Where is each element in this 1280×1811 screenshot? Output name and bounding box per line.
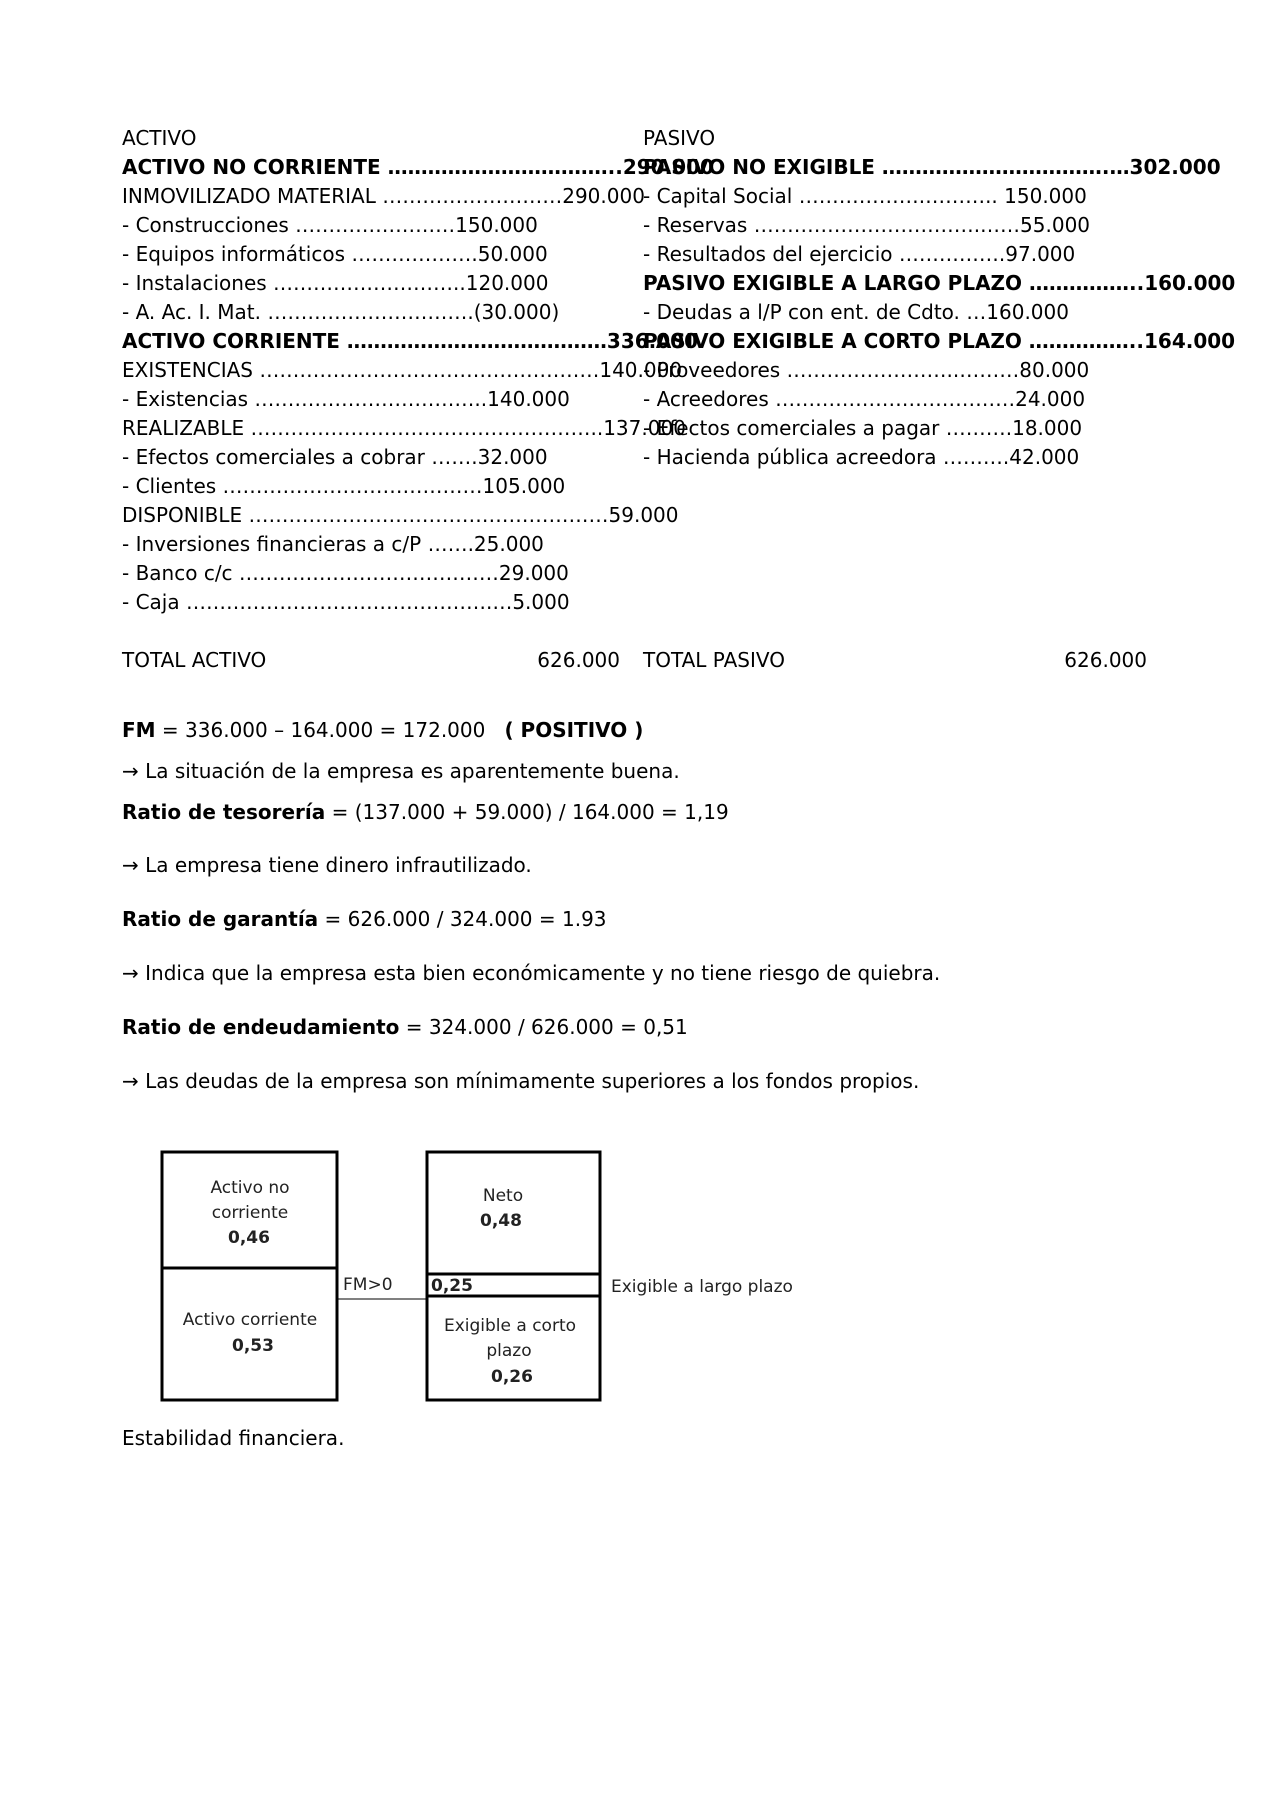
pasivo-line: - Capital Social ……………….……….. 150.000 <box>643 184 1087 208</box>
tesoreria-formula: = (137.000 + 59.000) / 164.000 = 1,19 <box>325 800 729 824</box>
activo-line: - Construcciones ……………………150.000 <box>122 213 538 237</box>
pasivo-line: - Efectos comerciales a pagar ……….18.000 <box>643 416 1083 440</box>
pasivo-lines <box>643 153 1236 472</box>
activo-line: REALIZABLE ……………………………………………..137.000 <box>122 416 686 440</box>
endeudamiento-note: → Las deudas de la empresa son mínimamente superiores a los fondos propios. <box>122 1069 920 1093</box>
total-pasivo-row <box>643 646 1147 675</box>
pasivo-box <box>427 1152 600 1400</box>
fm-note: → La situación de la empresa es aparentemente buena. <box>122 759 680 783</box>
pasivo-line: PASIVO EXIGIBLE A LARGO PLAZO ……………..160.000 <box>643 271 1236 295</box>
anc-label-1: Activo no <box>210 1178 290 1198</box>
endeudamiento-label: Ratio de endeudamiento <box>122 1015 400 1039</box>
tesoreria-line <box>122 800 729 824</box>
pasivo-line: - Hacienda pública acreedora ……….42.000 <box>643 445 1080 469</box>
garantia-label: Ratio de garantía <box>122 907 319 931</box>
endeudamiento-line <box>122 1015 688 1039</box>
activo-line: - A. Ac. I. Mat. ………………………….(30.000) <box>122 300 560 324</box>
pasivo-line: - Resultados del ejercicio …………….97.000 <box>643 242 1076 266</box>
neto-label: Neto <box>482 1186 524 1206</box>
ac-value: 0,53 <box>232 1336 274 1356</box>
pasivo-column <box>643 124 1236 675</box>
anc-value: 0,46 <box>228 1228 270 1248</box>
pasivo-line: - Acreedores ………………………………24.000 <box>643 387 1086 411</box>
anc-label-2: corriente <box>211 1203 289 1223</box>
elp-value: 0,25 <box>431 1276 473 1296</box>
pasivo-line: - Reservas …………………………….……55.000 <box>643 213 1091 237</box>
activo-line: INMOVILIZADO MATERIAL ………………………290.000 <box>122 184 645 208</box>
elp-label: Exigible a largo plazo <box>611 1277 793 1297</box>
pasivo-header: PASIVO <box>643 126 716 150</box>
total-pasivo-value: 626.000 <box>1064 648 1147 672</box>
total-activo-row <box>122 646 620 675</box>
total-activo-label: TOTAL ACTIVO <box>122 648 267 672</box>
conclusion-text: Estabilidad financiera. <box>122 1426 345 1450</box>
garantia-formula: = 626.000 / 324.000 = 1.93 <box>318 907 607 931</box>
garantia-line <box>122 907 607 931</box>
neto-value: 0,48 <box>480 1211 522 1231</box>
pasivo-line: PASIVO EXIGIBLE A CORTO PLAZO ……………..164.000 <box>643 329 1236 353</box>
activo-lines <box>122 153 714 617</box>
activo-line: - Efectos comerciales a cobrar …….32.000 <box>122 445 548 469</box>
tesoreria-note: → La empresa tiene dinero infrautilizado. <box>122 853 532 877</box>
pasivo-line: PASIVO NO EXIGIBLE …………………………….…302.000 <box>643 155 1221 179</box>
ecp-label-1: Exigible a corto <box>443 1316 577 1336</box>
activo-line: ACTIVO CORRIENTE …………………………………336.000 <box>122 329 699 353</box>
fm-formula: = 336.000 – 164.000 = 172.000 <box>155 718 505 742</box>
activo-line: - Instalaciones ………………………..120.000 <box>122 271 549 295</box>
activo-line: - Equipos informáticos ……………….50.000 <box>122 242 548 266</box>
activo-header: ACTIVO <box>122 126 197 150</box>
pasivo-line: - Deudas a l/P con ent. de Cdto. …160.000 <box>643 300 1069 324</box>
activo-line: - Existencias ……………………………..140.000 <box>122 387 570 411</box>
endeudamiento-formula: = 324.000 / 626.000 = 0,51 <box>399 1015 688 1039</box>
pasivo-line: - Proveedores ……………………..………80.000 <box>643 358 1090 382</box>
activo-line: - Banco c/c …………………………………29.000 <box>122 561 569 585</box>
activo-line: - Inversiones financieras a c/P …….25.000 <box>122 532 544 556</box>
activo-line: EXISTENCIAS ……………………………………………140.000 <box>122 358 683 382</box>
ac-label: Activo corriente <box>182 1310 318 1330</box>
fm-tag: ( POSITIVO ) <box>504 718 644 742</box>
activo-line: ACTIVO NO CORRIENTE ……………………………..290.000 <box>122 155 714 179</box>
ecp-value: 0,26 <box>491 1367 533 1387</box>
garantia-note: → Indica que la empresa esta bien económicamente y no tiene riesgo de quiebra. <box>122 961 941 985</box>
total-activo-value: 626.000 <box>537 648 620 672</box>
activo-box <box>162 1152 337 1400</box>
total-pasivo-label: TOTAL PASIVO <box>643 648 785 672</box>
activo-line: - Clientes …………………………………105.000 <box>122 474 566 498</box>
fm-diagram-label: FM>0 <box>343 1275 393 1295</box>
activo-line: DISPONIBLE ………………………………………………59.000 <box>122 503 679 527</box>
fm-line <box>122 718 643 742</box>
ecp-label-2: plazo <box>486 1341 532 1361</box>
tesoreria-label: Ratio de tesorería <box>122 800 326 824</box>
activo-line: - Caja ……………………………………….…5.000 <box>122 590 570 614</box>
fm-label: FM <box>122 718 156 742</box>
